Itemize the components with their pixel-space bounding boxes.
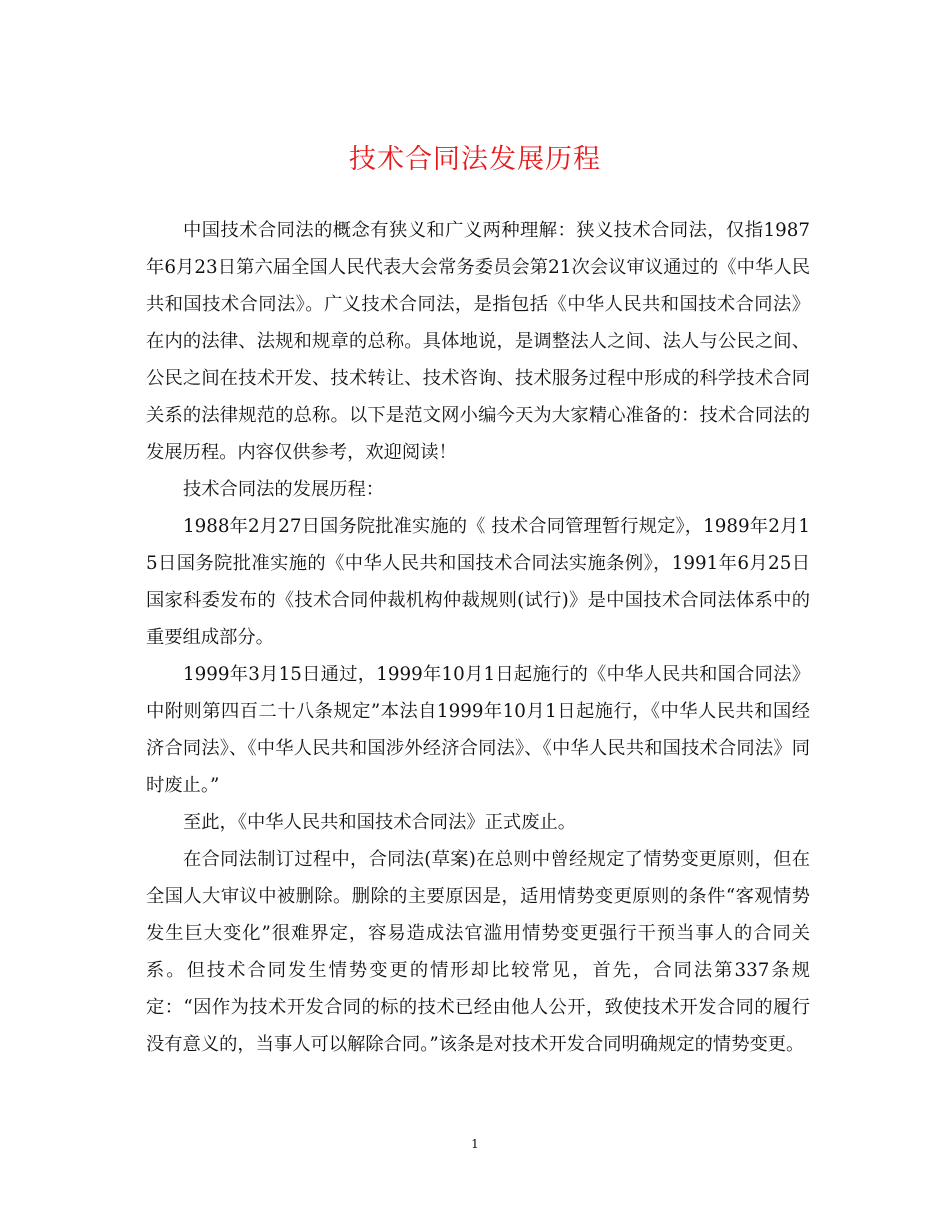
paragraph-1999-contract-law: 1999年3月15日通过，1999年10月1日起施行的《中华人民共和国合同法》中附则第四百二十八条规定”本法自1999年10月1日起施行，《中华人民共和国经济合同法》、《中华人民共和国涉外经济合同法》、《中华人民共和国技术合同法》同时废止。” (146, 664, 810, 796)
document-title: 技术合同法发展历程 (349, 144, 601, 175)
document-body (146, 212, 810, 1063)
paragraph-1988-regulations: 1988年2月27日国务院批准实施的《 技术合同管理暂行规定》，1989年2月15日国务院批准实施的《中华人民共和国技术合同法实施条例》，1991年6月25日国家科委发布的《技术合同仲裁机构仲裁规则(试行)》是中国技术合同法体系中的重要组成部分。 (146, 516, 810, 648)
paragraph-intro: 中国技术合同法的概念有狭义和广义两种理解：狭义技术合同法，仅指1987年6月23日第六届全国人民代表大会常务委员会第21次会议审议通过的《中华人民共和国技术合同法》。广义技术合同法，是指包括《中华人民共和国技术合同法》在内的法律、法规和规章的总称。具体地说，是调整法人之间、法人与公民之间、公民之间在技术开发、技术转让、技术咨询、技术服务过程中形成的科学技术合同关系的法律规范的总称。以下是范文网小编今天为大家精心准备的：技术合同法的发展历程。内容仅供参考，欢迎阅读！ (146, 220, 810, 463)
paragraph-change-of-circumstances: 在合同法制订过程中，合同法(草案)在总则中曾经规定了情势变更原则，但在全国人大审议中被删除。删除的主要原因是，适用情势变更原则的条件“客观情势发生巨大变化”很难界定，容易造成法官滥用情势变更强行干预当事人的合同关系。但技术合同发生情势变更的情形却比较常见，首先，合同法第337条规定：“因作为技术开发合同的标的技术已经由他人公开，致使技术开发合同的履行没有意义的，当事人可以解除合同。”该条是对技术开发合同明确规定的情势变更。 (146, 849, 810, 1055)
paragraph-abolished: 至此，《中华人民共和国技术合同法》正式废止。 (183, 812, 577, 833)
paragraph-heading-history: 技术合同法的发展历程： (183, 479, 385, 500)
page-number: 1 (471, 1137, 479, 1151)
